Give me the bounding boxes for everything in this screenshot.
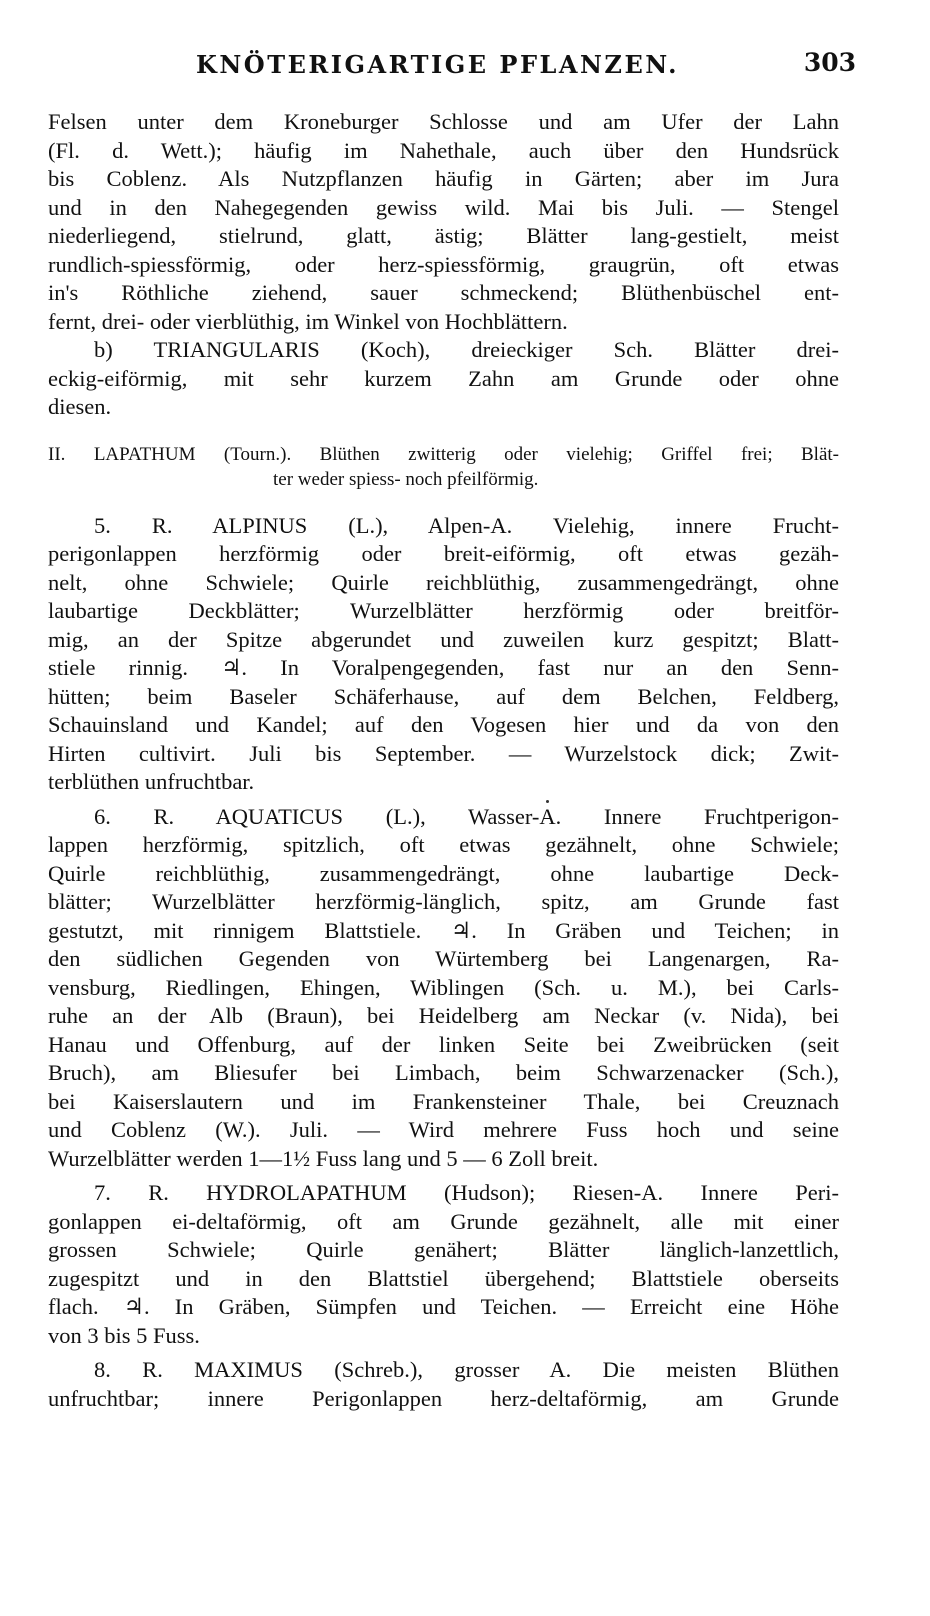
text-line: rundlich-spiessförmig, oder herz-spiessförmig, graugrün, oft etwas — [48, 251, 839, 277]
text-line: grossen Schwiele; Quirle genähert; Blätter länglich-lanzettlich, — [48, 1237, 839, 1262]
text-line: (Fl. d. Wett.); häufig im Nahethale, auch über den Hundsrück — [48, 137, 839, 163]
text-line: gestutzt, mit rinnigem Blattstiele. ♃. In Gräben und Teichen; in — [48, 917, 839, 943]
text-line: eckig-eiförmig, mit sehr kurzem Zahn am Grunde oder ohne — [48, 365, 839, 391]
section-heading-line: ter weder spiess- noch pfeilförmig. — [273, 468, 539, 490]
text-line: Hanau und Offenburg, auf der linken Seite bei Zweibrücken (seit — [48, 1031, 839, 1057]
text-line: Bruch), am Bliesufer bei Limbach, beim Schwarzenacker (Sch.), — [48, 1060, 839, 1085]
text-line: flach. ♃. In Gräben, Sümpfen und Teichen. — Erreicht eine Höhe — [48, 1294, 839, 1319]
text-line: in's Röthliche ziehend, sauer schmeckend; Blüthenbüschel ent- — [48, 280, 839, 305]
section-lapathum — [48, 442, 839, 492]
text-line: 7. R. HYDROLAPATHUM (Hudson); Riesen-A. Innere Peri- — [94, 1180, 839, 1205]
text-line: zugespitzt und in den Blattstiel übergehend; Blattstiele oberseits — [48, 1265, 839, 1291]
species-entry-7 — [48, 1179, 839, 1350]
species-entry-5 — [48, 512, 839, 797]
text-line: diesen. — [48, 394, 112, 419]
text-line: und Coblenz (W.). Juli. — Wird mehrere Fuss hoch und seine — [48, 1117, 839, 1142]
text-line: ruhe an der Alb (Braun), bei Heidelberg am Neckar (v. Nida), bei — [48, 1003, 839, 1028]
section-heading-line: II. LAPATHUM (Tourn.). Blüthen zwitterig oder vielehig; Griffel frei; Blät- — [48, 443, 839, 465]
text-line: 8. R. MAXIMUS (Schreb.), grosser A. Die meisten Blüthen — [94, 1357, 839, 1382]
text-line: blätter; Wurzelblätter herzförmig-länglich, spitz, am Grunde fast — [48, 889, 839, 914]
text-line: Quirle reichblüthig, zusammengedrängt, ohne laubartige Deck- — [48, 860, 839, 886]
page-number: 303 — [803, 48, 856, 77]
text-line: fernt, drei- oder vierblüthig, im Winkel von Hochblättern. — [48, 308, 568, 334]
text-line: 5. R. ALPINUS (L.), Alpen-A. Vielehig, innere Frucht- — [94, 512, 839, 538]
paragraph-variety-b — [48, 336, 839, 422]
text-line: mig, an der Spitze abgerundet und zuweilen kurz gespitzt; Blatt- — [48, 626, 839, 652]
running-title: KNÖTERIGARTIGE PFLANZEN. — [196, 50, 679, 79]
text-line: unfruchtbar; innere Perigonlappen herz-deltaförmig, am Grunde — [48, 1385, 839, 1411]
text-line: gonlappen ei-deltaförmig, oft am Grunde gezähnelt, alle mit einer — [48, 1208, 839, 1234]
text-line: Wurzelblätter werden 1—1½ Fuss lang und 5 — 6 Zoll breit. — [48, 1145, 599, 1171]
text-line: terblüthen unfruchtbar. — [48, 769, 255, 794]
text-line: und in den Nahegegenden gewiss wild. Mai bis Juli. — Stengel — [48, 194, 839, 220]
text-line: Felsen unter dem Kroneburger Schlosse und am Ufer der Lahn — [48, 109, 839, 134]
species-entry-6 — [48, 803, 839, 1174]
text-line: den südlichen Gegenden von Würtemberg bei Langenargen, Ra- — [48, 946, 839, 971]
text-line: perigonlappen herzförmig oder breit-eiförmig, oft etwas gezäh- — [48, 541, 839, 566]
text-line: niederliegend, stielrund, glatt, ästig; Blätter lang-gestielt, meist — [48, 223, 839, 248]
text-line: hütten; beim Baseler Schäferhause, auf dem Belchen, Feldberg, — [48, 683, 839, 709]
text-line: bei Kaiserslautern und im Frankensteiner Thale, bei Creuznach — [48, 1088, 839, 1114]
text-line: von 3 bis 5 Fuss. — [48, 1322, 200, 1348]
page-body — [48, 108, 839, 1413]
page-header — [48, 40, 856, 80]
text-line: Hirten cultivirt. Juli bis September. — Wurzelstock dick; Zwit- — [48, 740, 839, 766]
text-line: nelt, ohne Schwiele; Quirle reichblüthig, zusammengedrängt, ohne — [48, 569, 839, 595]
species-entry-8 — [48, 1356, 839, 1413]
text-line: laubartige Deckblätter; Wurzelblätter herzförmig oder breitför- — [48, 598, 839, 623]
text-line: stiele rinnig. ♃. In Voralpengegenden, fast nur an den Senn- — [48, 655, 839, 680]
print-speck — [546, 800, 549, 803]
text-line: b) TRIANGULARIS (Koch), dreieckiger Sch. Blätter drei- — [94, 337, 839, 362]
text-line: lappen herzförmig, spitzlich, oft etwas gezähnelt, ohne Schwiele; — [48, 832, 839, 857]
text-line: Schauinsland und Kandel; auf den Vogesen hier und da von den — [48, 712, 839, 737]
text-line: vensburg, Riedlingen, Ehingen, Wiblingen (Sch. u. M.), bei Carls- — [48, 974, 839, 1000]
text-line: 6. R. AQUATICUS (L.), Wasser-A. Innere Fruchtperigon- — [94, 803, 839, 829]
text-line: bis Coblenz. Als Nutzpflanzen häufig in Gärten; aber im Jura — [48, 166, 839, 191]
paragraph-continuation — [48, 108, 839, 336]
